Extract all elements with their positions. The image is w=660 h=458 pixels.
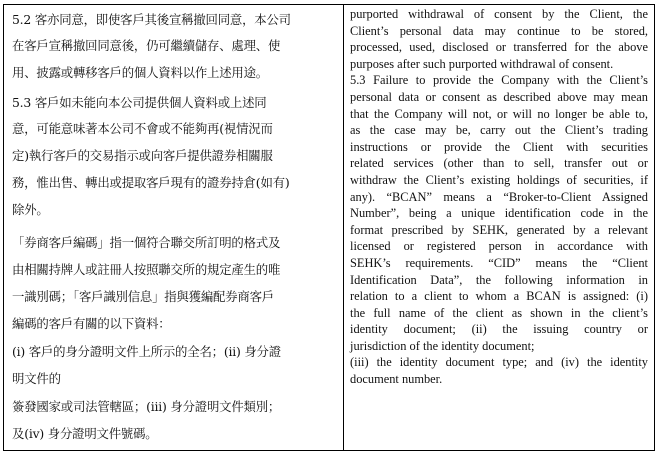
en-line: Client’s personal data may continue to be stored,	[350, 23, 648, 38]
en-line: 5.3 Failure to provide the Company with the Client’s	[350, 73, 648, 88]
en-line: Number”, being a unique identification code in the	[350, 206, 648, 221]
zh-line: 在客戶宣稱撤回同意後，仍可繼續儲存、處理、使	[12, 38, 281, 53]
en-line: as the case may be, carry out the Client’s trading	[350, 123, 648, 138]
zh-line: 5.3 客戶如未能向本公司提供個人資料或上述同	[12, 95, 267, 110]
zh-line: 簽發國家或司法管轄區；(iii) 身分證明文件類別；	[12, 399, 281, 414]
zh-line: 除外。	[12, 202, 49, 217]
zh-line: 意，可能意味著本公司不會或不能夠再(視情況而	[12, 121, 273, 136]
en-line: that the Company will not, or will no longer be able to,	[350, 106, 648, 121]
zh-line: 「券商客戶編碼」指一個符合聯交所訂明的格式及	[12, 235, 281, 250]
en-line: instructions or provide the Client with securities	[350, 139, 648, 154]
zh-line: 5.2 客亦同意，即使客戶其後宣稱撤回同意，本公司	[12, 12, 291, 27]
en-line: identity document; (ii) the issuing country or	[350, 322, 648, 337]
en-line: document number.	[350, 372, 443, 387]
en-line: personal data or consent as described above may mean	[350, 89, 648, 104]
en-line: format prescribed by SEHK, generated by a relevant	[350, 222, 648, 237]
bilingual-clause-table	[3, 4, 655, 451]
zh-line: (i) 客戶的身分證明文件上所示的全名；(ii) 身分證	[12, 344, 281, 359]
en-line: purposes after such purported withdrawal of consent.	[350, 56, 614, 71]
en-line: relation to a client to whom a BCAN is assigned: (i)	[350, 289, 648, 304]
zh-line: 編碼的客戶有關的以下資料：	[12, 316, 171, 331]
zh-line: 用、披露或轉移客戶的個人資料以作上述用途。	[12, 65, 269, 80]
en-line: licensed or registered person in accordance with	[350, 239, 648, 254]
english-column	[344, 5, 654, 450]
en-line: Identification Data”, the following information in	[350, 272, 648, 287]
en-line: any). “BCAN” means a “Broker-to-Client Assigned	[350, 189, 648, 204]
zh-line: 及(iv) 身分證明文件號碼。	[12, 426, 158, 441]
zh-line: 明文件的	[12, 371, 61, 386]
en-line: purported withdrawal of consent by the Client, the	[350, 7, 648, 21]
en-line: related services (other than to sell, transfer out or	[350, 156, 648, 171]
en-line: processed, used, disclosed or transferred for the above	[350, 40, 648, 55]
en-line: (iii) the identity document type; and (iv) the identity	[350, 355, 648, 370]
chinese-column	[4, 5, 344, 450]
en-line: the full name of the client as shown in the client’s	[350, 305, 648, 320]
zh-line: 由相關持牌人或註冊人按照聯交所的規定產生的唯	[12, 262, 281, 277]
zh-line: 一識別碼；「客戶識別信息」指與獲編配券商客戶	[12, 289, 274, 304]
en-line: SEHK’s requirements. “CID” means the “Client	[350, 255, 648, 270]
en-line: withdraw the Client’s existing holdings of securities, if	[350, 172, 648, 187]
en-line: jurisdiction of the identity document;	[350, 338, 535, 353]
zh-line: 務，惟出售、轉出或提取客戶現有的證券持倉(如有)	[12, 175, 290, 190]
zh-line: 定)執行客戶的交易指示或向客戶提供證券相關服	[12, 148, 273, 163]
